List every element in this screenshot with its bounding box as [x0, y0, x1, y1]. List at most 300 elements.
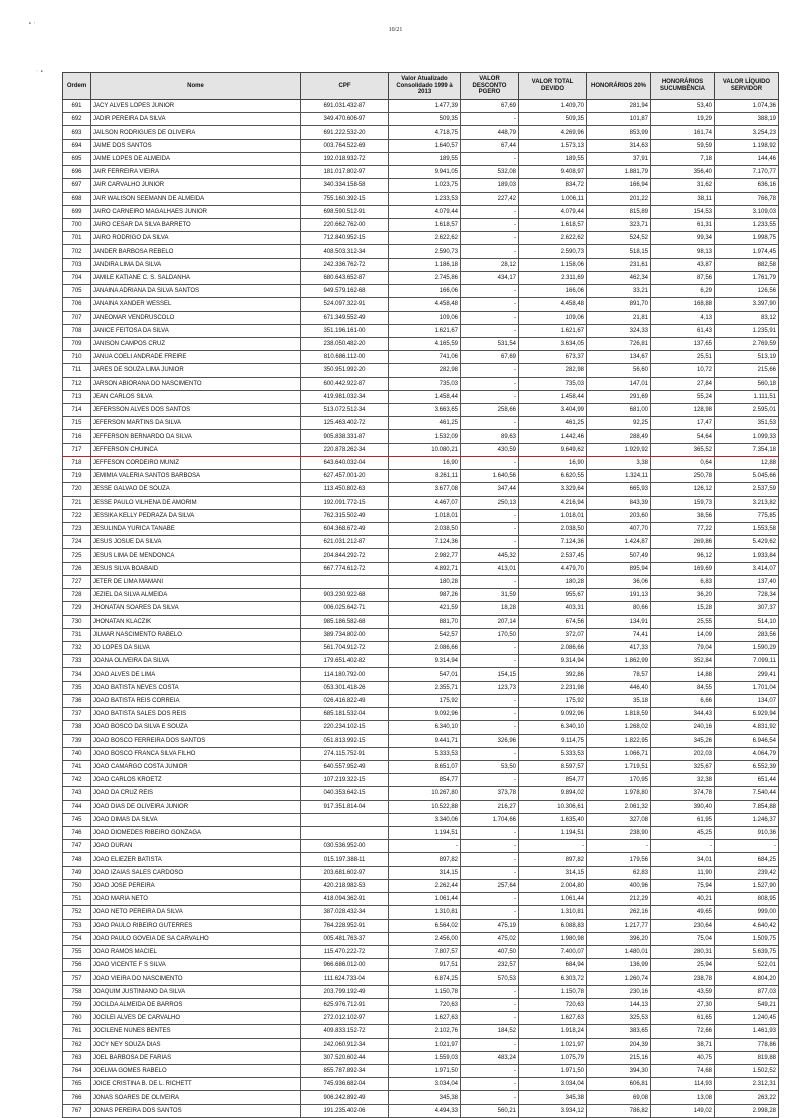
cell-valor-liquido: 283,56 — [715, 628, 779, 641]
cell-honorarios-sucumbencia: 32,38 — [651, 774, 715, 787]
cell-valor-atualizado: 345,38 — [389, 1091, 461, 1104]
cell-valor-desconto: - — [461, 523, 519, 536]
cell-cpf: 513.072.512-34 — [301, 404, 389, 417]
cell-honorarios-sucumbencia: 6,66 — [651, 694, 715, 707]
cell-ordem: 749 — [63, 866, 91, 879]
cell-valor-atualizado: 421,59 — [389, 602, 461, 615]
cell-honorarios-sucumbencia: 99,34 — [651, 232, 715, 245]
cell-honorarios-sucumbencia: 14,88 — [651, 668, 715, 681]
table-row — [63, 496, 779, 509]
cell-cpf: 917.351.814-04 — [301, 800, 389, 813]
cell-valor-total: 854,77 — [519, 774, 587, 787]
table-row — [63, 655, 779, 668]
cell-cpf: 906.242.892-49 — [301, 1091, 389, 1104]
cell-valor-total: 8.597,57 — [519, 760, 587, 773]
cell-nome: JAIRO RODRIGO DA SILVA — [91, 232, 301, 245]
cell-valor-desconto: 1.640,56 — [461, 470, 519, 483]
cell-cpf: 712.840.952-15 — [301, 232, 389, 245]
cell-valor-liquido: 137,40 — [715, 575, 779, 588]
cell-valor-desconto: - — [461, 747, 519, 760]
cell-valor-total: 720,63 — [519, 998, 587, 1011]
cell-valor-desconto: 434,17 — [461, 271, 519, 284]
table-row — [63, 813, 779, 826]
cell-valor-desconto: 445,32 — [461, 549, 519, 562]
cell-ordem: 757 — [63, 972, 91, 985]
table-row — [63, 959, 779, 972]
table-row — [63, 998, 779, 1011]
cell-valor-total: 189,55 — [519, 152, 587, 165]
cell-valor-liquido: 1.761,79 — [715, 271, 779, 284]
cell-honorarios-sucumbencia: 55,24 — [651, 390, 715, 403]
cell-valor-atualizado: 8.261,11 — [389, 470, 461, 483]
table-row — [63, 351, 779, 364]
cell-cpf: 762.315.502-49 — [301, 509, 389, 522]
cell-valor-liquido: 5.639,75 — [715, 946, 779, 959]
cell-nome: JARSON ABIORANA DO NASCIMENTO — [91, 377, 301, 390]
cell-honorarios-20: 327,08 — [587, 813, 651, 826]
cell-valor-total: 345,38 — [519, 1091, 587, 1104]
cell-cpf: 272.012.102-97 — [301, 1012, 389, 1025]
cell-honorarios-20: 1.217,77 — [587, 919, 651, 932]
cell-valor-total: 1.980,98 — [519, 932, 587, 945]
cell-valor-liquido: 134,07 — [715, 694, 779, 707]
cell-valor-atualizado: 2.262,44 — [389, 879, 461, 892]
cell-valor-liquido: 2.312,31 — [715, 1078, 779, 1091]
cell-valor-desconto: 67,69 — [461, 351, 519, 364]
cell-valor-desconto: 448,79 — [461, 126, 519, 139]
cell-honorarios-sucumbencia: 6,29 — [651, 285, 715, 298]
table-row — [63, 126, 779, 139]
table-row — [63, 205, 779, 218]
cell-valor-liquido: 514,10 — [715, 615, 779, 628]
cell-honorarios-sucumbencia: 269,86 — [651, 536, 715, 549]
cell-valor-liquido: 766,78 — [715, 192, 779, 205]
cell-valor-liquido: 808,95 — [715, 893, 779, 906]
cell-honorarios-20: 291,69 — [587, 390, 651, 403]
cell-valor-atualizado: 4.494,33 — [389, 1104, 461, 1117]
cell-nome: JOAO DURAN — [91, 840, 301, 853]
cell-valor-liquido: 2.537,59 — [715, 483, 779, 496]
cell-valor-desconto: 430,59 — [461, 443, 519, 456]
cell-nome: JACY ALVES LOPES JUNIOR — [91, 100, 301, 113]
cell-valor-total: 7.400,07 — [519, 946, 587, 959]
cell-ordem: 696 — [63, 166, 91, 179]
cell-valor-total: 9.314,94 — [519, 655, 587, 668]
cell-cpf: 040.353.642-15 — [301, 787, 389, 800]
cell-cpf: 115.470.222-72 — [301, 946, 389, 959]
cell-valor-liquido: 2.595,01 — [715, 404, 779, 417]
cell-honorarios-20: 74,41 — [587, 628, 651, 641]
cell-valor-total: 1.150,78 — [519, 985, 587, 998]
cell-valor-total: 6.340,10 — [519, 721, 587, 734]
cell-valor-total: 4.479,70 — [519, 562, 587, 575]
cell-valor-total: 9.114,75 — [519, 734, 587, 747]
cell-nome: JOAO CAMARGO COSTA JUNIOR — [91, 760, 301, 773]
cell-valor-desconto: - — [461, 853, 519, 866]
cell-valor-desconto: - — [461, 311, 519, 324]
cell-valor-desconto: - — [461, 840, 519, 853]
cell-honorarios-sucumbencia: 238,78 — [651, 972, 715, 985]
cell-cpf: 242.336.762-72 — [301, 258, 389, 271]
cell-valor-desconto: - — [461, 1038, 519, 1051]
cell-ordem: 729 — [63, 602, 91, 615]
cell-valor-total: 3.404,99 — [519, 404, 587, 417]
cell-cpf: 905.838.331-87 — [301, 430, 389, 443]
cell-valor-total: 955,67 — [519, 589, 587, 602]
cell-valor-liquido: 1.509,75 — [715, 932, 779, 945]
cell-honorarios-20: 62,83 — [587, 866, 651, 879]
cell-valor-atualizado: 2.982,77 — [389, 549, 461, 562]
table-row — [63, 800, 779, 813]
cell-honorarios-sucumbencia: 75,94 — [651, 879, 715, 892]
cell-cpf: 420.218.982-53 — [301, 879, 389, 892]
cell-valor-atualizado: 1.532,09 — [389, 430, 461, 443]
cell-nome: JOICE CRISTINA B. DE L. RICHETT — [91, 1078, 301, 1091]
cell-honorarios-20: 215,16 — [587, 1051, 651, 1064]
cell-ordem: 726 — [63, 562, 91, 575]
cell-valor-atualizado: 854,77 — [389, 774, 461, 787]
cell-ordem: 764 — [63, 1064, 91, 1077]
header-honorarios-sucumbencia: HONORÁRIOS SUCUMBÊNCIA — [651, 73, 715, 100]
table-row — [63, 390, 779, 403]
cell-valor-total: 166,06 — [519, 285, 587, 298]
cell-valor-atualizado: 741,06 — [389, 351, 461, 364]
cell-valor-atualizado: 6.564,02 — [389, 919, 461, 932]
cell-honorarios-sucumbencia: - — [651, 840, 715, 853]
cell-cpf: 351.196.161-00 — [301, 324, 389, 337]
cell-valor-desconto: 475,19 — [461, 919, 519, 932]
cell-valor-total: 9.408,97 — [519, 166, 587, 179]
cell-nome: JOAQUIM JUSTINIANO DA SILVA — [91, 985, 301, 998]
table-row — [63, 906, 779, 919]
header-cpf: CPF — [301, 73, 389, 100]
cell-nome: JOAO PAULO GOVEIA DE SA CARVALHO — [91, 932, 301, 945]
cell-honorarios-sucumbencia: 25,55 — [651, 615, 715, 628]
cell-valor-atualizado: 1.061,44 — [389, 893, 461, 906]
cell-honorarios-sucumbencia: 75,04 — [651, 932, 715, 945]
cell-valor-total: 4.269,96 — [519, 126, 587, 139]
cell-honorarios-sucumbencia: 31,62 — [651, 179, 715, 192]
cell-valor-desconto: 413,01 — [461, 562, 519, 575]
cell-valor-atualizado: 3.663,65 — [389, 404, 461, 417]
cell-valor-liquido: 6.946,54 — [715, 734, 779, 747]
table-row — [63, 628, 779, 641]
cell-ordem: 709 — [63, 337, 91, 350]
table-row — [63, 430, 779, 443]
cell-valor-total: 1.442,46 — [519, 430, 587, 443]
cell-nome: JOEL BARBOSA DE FARIAS — [91, 1051, 301, 1064]
cell-honorarios-20: 80,66 — [587, 602, 651, 615]
cell-honorarios-20: 507,49 — [587, 549, 651, 562]
cell-honorarios-sucumbencia: 43,87 — [651, 258, 715, 271]
cell-valor-atualizado: 2.038,50 — [389, 523, 461, 536]
table-row — [63, 919, 779, 932]
cell-honorarios-sucumbencia: 77,22 — [651, 523, 715, 536]
cell-valor-atualizado: 1.458,44 — [389, 390, 461, 403]
cell-valor-desconto: - — [461, 906, 519, 919]
cell-honorarios-sucumbencia: 169,69 — [651, 562, 715, 575]
cell-valor-liquido: 239,42 — [715, 866, 779, 879]
cell-cpf: 409.833.152-72 — [301, 1025, 389, 1038]
cell-valor-atualizado: 4.458,48 — [389, 298, 461, 311]
cell-valor-total: 1.061,44 — [519, 893, 587, 906]
table-body — [63, 100, 779, 1118]
cell-valor-desconto: - — [461, 708, 519, 721]
cell-honorarios-sucumbencia: 374,78 — [651, 787, 715, 800]
cell-valor-atualizado: 6.874,25 — [389, 972, 461, 985]
cell-cpf: 810.686.112-00 — [301, 351, 389, 364]
cell-ordem: 735 — [63, 681, 91, 694]
cell-cpf: 903.230.922-68 — [301, 589, 389, 602]
cell-honorarios-20: 518,15 — [587, 245, 651, 258]
cell-honorarios-20: 895,94 — [587, 562, 651, 575]
table-row — [63, 840, 779, 853]
cell-valor-liquido: 651,44 — [715, 774, 779, 787]
cell-ordem: 697 — [63, 179, 91, 192]
cell-honorarios-20: 3,38 — [587, 456, 651, 469]
cell-ordem: 705 — [63, 285, 91, 298]
table-row — [63, 166, 779, 179]
cell-nome: JILMAR NASCIMENTO RABELO — [91, 628, 301, 641]
cell-honorarios-20: 1.066,71 — [587, 747, 651, 760]
cell-nome: JEFERSON MARTINS DA SILVA — [91, 417, 301, 430]
table-row — [63, 721, 779, 734]
cell-cpf: 005.481.763-37 — [301, 932, 389, 945]
cell-valor-total: 109,06 — [519, 311, 587, 324]
cell-valor-liquido: 549,21 — [715, 998, 779, 1011]
cell-honorarios-20: 147,01 — [587, 377, 651, 390]
cell-valor-total: 6.303,72 — [519, 972, 587, 985]
header-ordem: Ordem — [63, 73, 91, 100]
cell-nome: JOAO DIMAS DA SILVA — [91, 813, 301, 826]
cell-honorarios-20: 69,08 — [587, 1091, 651, 1104]
cell-valor-desconto: - — [461, 113, 519, 126]
cell-ordem: 708 — [63, 324, 91, 337]
cell-honorarios-20: 166,94 — [587, 179, 651, 192]
cell-valor-desconto: - — [461, 377, 519, 390]
cell-valor-liquido: 1.974,45 — [715, 245, 779, 258]
cell-valor-atualizado: 1.618,57 — [389, 218, 461, 231]
cell-nome: JANISON CAMPOS CRUZ — [91, 337, 301, 350]
cell-valor-liquido: 728,34 — [715, 589, 779, 602]
cell-valor-desconto: - — [461, 998, 519, 1011]
cell-valor-liquido: 560,18 — [715, 377, 779, 390]
cell-valor-liquido: 1.998,75 — [715, 232, 779, 245]
cell-valor-desconto: 532,08 — [461, 166, 519, 179]
cell-valor-desconto: - — [461, 364, 519, 377]
cell-honorarios-20: 2.061,32 — [587, 800, 651, 813]
cell-valor-desconto: - — [461, 232, 519, 245]
cell-cpf: 191.235.402-06 — [301, 1104, 389, 1117]
cell-ordem: 758 — [63, 985, 91, 998]
cell-nome: JEFFESON CORDEIRO MUNIZ — [91, 456, 301, 469]
cell-valor-atualizado: 9.092,96 — [389, 708, 461, 721]
cell-valor-desconto: 257,64 — [461, 879, 519, 892]
cell-cpf: 192.018.932-72 — [301, 152, 389, 165]
cell-valor-desconto: 227,42 — [461, 192, 519, 205]
cell-ordem: 718 — [63, 456, 91, 469]
cell-ordem: 760 — [63, 1012, 91, 1025]
cell-valor-desconto: 184,52 — [461, 1025, 519, 1038]
cell-ordem: 761 — [63, 1025, 91, 1038]
cell-nome: JETER DE LIMA MAMANI — [91, 575, 301, 588]
cell-cpf: 203.799.192-49 — [301, 985, 389, 998]
table-row — [63, 337, 779, 350]
table-row — [63, 404, 779, 417]
cell-honorarios-20: 891,70 — [587, 298, 651, 311]
cell-valor-atualizado: 2.456,00 — [389, 932, 461, 945]
cell-nome: JHONATAN KLACZIK — [91, 615, 301, 628]
cell-valor-desconto: - — [461, 985, 519, 998]
cell-valor-atualizado: 4.165,59 — [389, 337, 461, 350]
cell-valor-liquido: 778,86 — [715, 1038, 779, 1051]
table-row — [63, 866, 779, 879]
cell-valor-liquido: 1.111,51 — [715, 390, 779, 403]
cell-valor-atualizado: 5.333,53 — [389, 747, 461, 760]
cell-cpf: 125.463.402-72 — [301, 417, 389, 430]
table-row — [63, 549, 779, 562]
cell-honorarios-sucumbencia: 40,75 — [651, 1051, 715, 1064]
cell-valor-desconto: - — [461, 575, 519, 588]
cell-honorarios-sucumbencia: 40,21 — [651, 893, 715, 906]
table-row — [63, 1051, 779, 1064]
cell-valor-total: 2.311,69 — [519, 271, 587, 284]
cell-nome: JOAO MARIA NETO — [91, 893, 301, 906]
cell-cpf: 114.180.792-00 — [301, 668, 389, 681]
cell-cpf: 627.457.001-20 — [301, 470, 389, 483]
cell-honorarios-20: 843,39 — [587, 496, 651, 509]
table-row — [63, 179, 779, 192]
cell-honorarios-20: - — [587, 840, 651, 853]
cell-valor-atualizado: 9.441,71 — [389, 734, 461, 747]
cell-valor-liquido: 3.397,90 — [715, 298, 779, 311]
cell-honorarios-sucumbencia: 27,84 — [651, 377, 715, 390]
cell-honorarios-20: 853,99 — [587, 126, 651, 139]
cell-honorarios-20: 524,52 — [587, 232, 651, 245]
cell-ordem: 739 — [63, 734, 91, 747]
cell-valor-total: 2.038,50 — [519, 523, 587, 536]
cell-valor-desconto: 232,57 — [461, 959, 519, 972]
cell-valor-desconto: - — [461, 390, 519, 403]
cell-ordem: 698 — [63, 192, 91, 205]
table-row — [63, 1091, 779, 1104]
cell-nome: JOAO ELIEZER BATISTA — [91, 853, 301, 866]
cell-nome: JEAN CARLOS SILVA — [91, 390, 301, 403]
cell-nome: JOCY NEY SOUZA DIAS — [91, 1038, 301, 1051]
cell-cpf: 181.017.802-97 — [301, 166, 389, 179]
cell-valor-atualizado: 897,82 — [389, 853, 461, 866]
table-row — [63, 271, 779, 284]
table-row — [63, 827, 779, 840]
cell-valor-total: 1.006,11 — [519, 192, 587, 205]
cell-nome: JESSIKA KELLY PEDRAZA DA SILVA — [91, 509, 301, 522]
cell-cpf: 107.219.322-15 — [301, 774, 389, 787]
cell-valor-desconto: - — [461, 218, 519, 231]
cell-valor-total: 282,98 — [519, 364, 587, 377]
cell-honorarios-sucumbencia: 126,12 — [651, 483, 715, 496]
cell-valor-liquido: 263,22 — [715, 1091, 779, 1104]
cell-ordem: 694 — [63, 139, 91, 152]
table-header-row — [63, 73, 779, 100]
cell-nome: JOAO RAMOS MACIEL — [91, 946, 301, 959]
cell-valor-atualizado: 1.627,63 — [389, 1012, 461, 1025]
cell-valor-desconto: 326,96 — [461, 734, 519, 747]
cell-honorarios-sucumbencia: 149,02 — [651, 1104, 715, 1117]
cell-nome: JOAO CARLOS KROETZ — [91, 774, 301, 787]
cell-honorarios-20: 314,63 — [587, 139, 651, 152]
cell-valor-liquido: 1.502,52 — [715, 1064, 779, 1077]
cell-valor-desconto: 475,02 — [461, 932, 519, 945]
cell-valor-liquido: 1.233,55 — [715, 218, 779, 231]
cell-honorarios-20: 665,93 — [587, 483, 651, 496]
cell-nome: JHONATAN SOARES DA SILVA — [91, 602, 301, 615]
cell-cpf: 192.091.772-15 — [301, 496, 389, 509]
cell-valor-atualizado: 10.267,80 — [389, 787, 461, 800]
cell-nome: JOAO BATISTA REIS CORREIA — [91, 694, 301, 707]
cell-valor-desconto: 258,66 — [461, 404, 519, 417]
cell-valor-desconto: - — [461, 536, 519, 549]
cell-valor-atualizado: 282,98 — [389, 364, 461, 377]
cell-valor-liquido: 7.354,18 — [715, 443, 779, 456]
cell-ordem: 714 — [63, 404, 91, 417]
cell-cpf: 745.936.682-04 — [301, 1078, 389, 1091]
cell-ordem: 744 — [63, 800, 91, 813]
cell-ordem: 742 — [63, 774, 91, 787]
cell-valor-total: 180,28 — [519, 575, 587, 588]
header-valor-desconto: VALOR DESCONTO PGERO — [461, 73, 519, 100]
cell-valor-atualizado: 175,92 — [389, 694, 461, 707]
cell-valor-total: 2.590,73 — [519, 245, 587, 258]
cell-ordem: 693 — [63, 126, 91, 139]
cell-valor-liquido: 819,88 — [715, 1051, 779, 1064]
cell-valor-liquido: 1.246,37 — [715, 813, 779, 826]
cell-valor-atualizado: 720,63 — [389, 998, 461, 1011]
cell-valor-atualizado: 3.340,06 — [389, 813, 461, 826]
cell-honorarios-sucumbencia: 38,11 — [651, 192, 715, 205]
cell-valor-desconto: 170,50 — [461, 628, 519, 641]
cell-valor-liquido: 3.414,07 — [715, 562, 779, 575]
cell-ordem: 701 — [63, 232, 91, 245]
cell-honorarios-20: 1.324,11 — [587, 470, 651, 483]
cell-honorarios-sucumbencia: 154,53 — [651, 205, 715, 218]
cell-nome: JANUA COELI ANDRADE FREIRE — [91, 351, 301, 364]
header-valor-atualizado: Valor Atualizado Consolidado 1999 à 2013 — [389, 73, 461, 100]
cell-honorarios-sucumbencia: 168,88 — [651, 298, 715, 311]
cell-valor-atualizado: 1.559,03 — [389, 1051, 461, 1064]
cell-nome: JEFFERSON CHUINCA — [91, 443, 301, 456]
cell-ordem: 755 — [63, 946, 91, 959]
cell-ordem: 766 — [63, 1091, 91, 1104]
cell-ordem: 702 — [63, 245, 91, 258]
table-row — [63, 377, 779, 390]
cell-honorarios-sucumbencia: 10,72 — [651, 364, 715, 377]
table-row — [63, 139, 779, 152]
cell-honorarios-sucumbencia: 345,26 — [651, 734, 715, 747]
cell-honorarios-20: 262,16 — [587, 906, 651, 919]
table-row — [63, 985, 779, 998]
cell-cpf: 966.686.012-00 — [301, 959, 389, 972]
cell-ordem: 767 — [63, 1104, 91, 1117]
cell-honorarios-20: 383,65 — [587, 1025, 651, 1038]
cell-cpf: 015.197.388-11 — [301, 853, 389, 866]
scan-mark-top-left: ∙ ⋅ — [28, 20, 36, 27]
cell-honorarios-20: 1.818,59 — [587, 708, 651, 721]
cell-nome: JOAO BATISTA SALES DOS REIS — [91, 708, 301, 721]
cell-valor-total: 735,03 — [519, 377, 587, 390]
cell-ordem: 740 — [63, 747, 91, 760]
cell-valor-liquido: 4.804,20 — [715, 972, 779, 985]
cell-valor-total: 3.934,12 — [519, 1104, 587, 1117]
